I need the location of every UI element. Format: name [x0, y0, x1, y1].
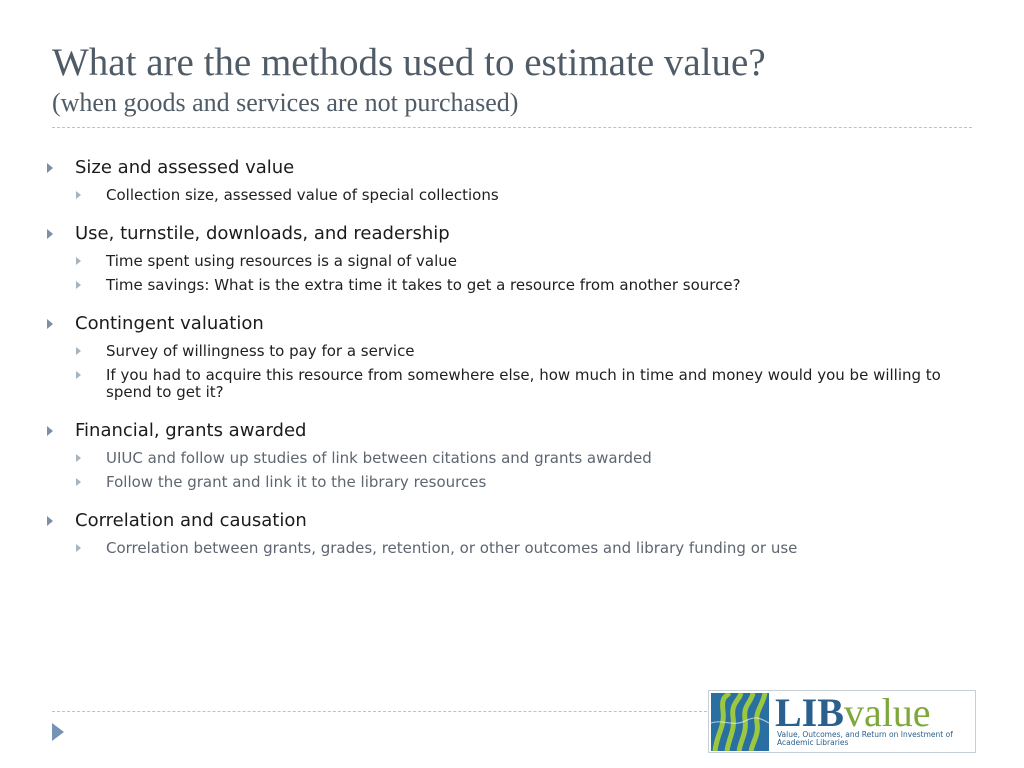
bullet-text: UIUC and follow up studies of link between citations and grants awarded — [106, 449, 652, 467]
bullet-text: Contingent valuation — [75, 313, 264, 334]
slide-title: What are the methods used to estimate value? — [52, 41, 766, 84]
triangle-bullet-icon — [76, 478, 81, 486]
bullet-level2 — [76, 343, 946, 360]
bullet-text: Survey of willingness to pay for a service — [106, 342, 415, 360]
bullet-level2 — [76, 367, 946, 401]
triangle-bullet-icon — [47, 163, 53, 173]
bullet-text: Time savings: What is the extra time it takes to get a resource from another source? — [106, 276, 741, 294]
section-financial — [46, 419, 946, 491]
triangle-bullet-icon — [47, 319, 53, 329]
bullet-text: If you had to acquire this resource from somewhere else, how much in time and money would you be willing to spend to get it? — [106, 366, 941, 401]
logo-lib-text: LIB — [775, 690, 844, 735]
libvalue-mark-icon — [711, 693, 769, 751]
section-size — [46, 156, 946, 204]
logo-value-text: value — [843, 690, 931, 735]
triangle-bullet-icon — [47, 516, 53, 526]
bullet-text: Time spent using resources is a signal of value — [106, 252, 457, 270]
footer-divider — [52, 711, 712, 712]
bullet-text: Collection size, assessed value of special collections — [106, 186, 499, 204]
bullet-level2 — [76, 277, 946, 294]
slide-subtitle: (when goods and services are not purchased) — [52, 88, 519, 117]
bullet-text: Use, turnstile, downloads, and readership — [75, 223, 450, 244]
bullet-level2 — [76, 540, 946, 557]
play-triangle-icon[interactable] — [52, 723, 64, 741]
bullet-level2 — [76, 450, 946, 467]
bullet-level1 — [46, 222, 946, 246]
logo-tagline: Value, Outcomes, and Return on Investment of Academic Libraries — [777, 730, 953, 747]
bullet-level1 — [46, 312, 946, 336]
triangle-bullet-icon — [76, 347, 81, 355]
bullet-text: Correlation between grants, grades, retention, or other outcomes and library funding or use — [106, 539, 798, 557]
bullet-text: Correlation and causation — [75, 510, 307, 531]
bullet-text: Size and assessed value — [75, 157, 295, 178]
triangle-bullet-icon — [76, 281, 81, 289]
bullet-level1 — [46, 419, 946, 443]
bullet-level1 — [46, 156, 946, 180]
bullet-text: Follow the grant and link it to the library resources — [106, 473, 487, 491]
bullet-level2 — [76, 474, 946, 491]
triangle-bullet-icon — [76, 544, 81, 552]
triangle-bullet-icon — [47, 229, 53, 239]
bullet-level2 — [76, 187, 946, 204]
triangle-bullet-icon — [76, 371, 81, 379]
triangle-bullet-icon — [76, 454, 81, 462]
bullet-text: Financial, grants awarded — [75, 420, 307, 441]
section-correlation — [46, 509, 946, 557]
bullet-level1 — [46, 509, 946, 533]
bullet-level2 — [76, 253, 946, 270]
libvalue-logo — [708, 690, 976, 753]
bullet-list — [46, 156, 946, 575]
triangle-bullet-icon — [76, 191, 81, 199]
section-use — [46, 222, 946, 294]
title-divider — [52, 127, 972, 128]
triangle-bullet-icon — [76, 257, 81, 265]
triangle-bullet-icon — [47, 426, 53, 436]
section-contingent — [46, 312, 946, 401]
